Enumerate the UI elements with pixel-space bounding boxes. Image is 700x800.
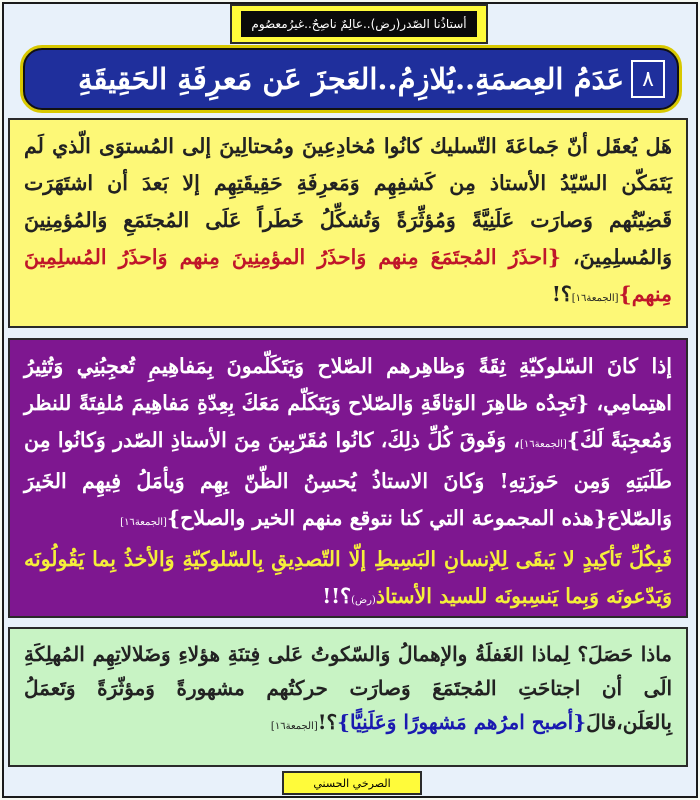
title-bar — [20, 45, 682, 113]
panel-reasoning-paragraph — [24, 348, 672, 619]
panel-question-end: ؟! — [551, 282, 572, 306]
panel-question-ref: [الجمعة١٦] — [571, 293, 619, 304]
header-banner — [230, 4, 488, 44]
panel-conclusion-end: ؟! — [317, 710, 338, 734]
panel-conclusion-text: ماذا حَصَلَ؟ لِماذا الغَفلَةُ والإهمالُ وَالسّكوتُ عَلى فِتنَةِ هؤلاءِ وَضَلالاتِهِم المُهلِكَةِ الَى أن اجتاحَتِ المُجتَمَعَ وَصارَت حركتُهم مشهورةً وَمؤثّرَةً وَتَعمَلُ بِالعَلَن،قالَ — [24, 642, 672, 734]
panel-conclusion-ref: [الجمعة١٦] — [270, 721, 318, 732]
page-title: عَدَمُ العِصمَةِ..يُلازِمُ..العَجزَ عَن مَعرِفَةِ الحَقِيقَةِ — [77, 62, 625, 96]
panel-reasoning-ref2: [الجمعة١٦] — [120, 517, 167, 528]
panel-reasoning-ref3: (رض) — [351, 595, 376, 606]
panel-reasoning-ref1: [الجمعة١٦] — [520, 439, 567, 450]
header-subtitle: أستاذُنا الصّدر(رض)..عالِمٌ ناصِحٌ..غيرُمعصُوم — [241, 11, 476, 37]
panel-reasoning-text1: إذا كانَ السّلوكيّةِ ثِقَةً وَظاهِرهم الصّلاح وَيَتَكَلّمونَ بِمَفاهِيمِ تُعجِبُنِي وَتُثِيرُ اهتِمامِي، {تَجِدُه ظاهِرَ الوَثاقَةِ وَالصّلاح وَيَتَكَلّم مَعَكَ بِعِدّةِ مَفاهِيمَ مُلفِتَةً للنظر وَمُعجِبَةً لَكَ} — [24, 354, 672, 452]
panel-reasoning-end: ؟!! — [322, 584, 352, 608]
panel-conclusion-paragraph — [24, 637, 672, 744]
article-number: ٨ — [631, 60, 665, 98]
panel-question-quote: {احذَرُ المُجتَمَعَ مِنهم وَاحذَرُ المؤمِنِينَ مِنهم وَاحذَرُ المُسلِمِينَ مِنهم} — [24, 245, 672, 306]
author-signature: الصرخي الحسني — [313, 776, 391, 790]
panel-reasoning — [8, 338, 688, 618]
panel-conclusion-quote: {أصبح امرُهم مَشهورًا وَعَلَنِيًّا} — [337, 710, 587, 734]
panel-conclusion — [8, 627, 688, 767]
panel-question-text: هَل يُعقَل أنّ جَماعَةَ التّسليك كانُوا مُخادِعِينَ ومُحتالِينَ إلى المُستوَى الّذي لَم يَتَمَكّن السّيّدُ الأستاذ مِن كَشفِهِم وَمَعرِفَةِ حَقِيقَتِهِم إلا بَعدَ أن اشتَهَرَت قَضِيّتُهم وَصارَت عَلَنِيَّةً وَمُؤثِّرَةً وَتُشكِّلُ خَطَراً عَلَى المُجتَمَعِ وَالمُؤمِنِينَ وَالمُسلِمِينَ، — [24, 134, 673, 269]
panel-question-paragraph — [24, 128, 672, 317]
panel-question — [8, 118, 688, 328]
signature-banner — [282, 771, 422, 795]
panel-reasoning-text3: فَبِكُلِّ تَأكِيدٍ لا يَبقَى لِلإنسانِ البَسِيطِ إلّا التّصدِيقِ بِالسّلوكيّةِ وَالأخذُ بِما يَقُولُونَه وَيَدّعونَه وَبِما يَنسِبونَه للسيد الأستاذ — [24, 547, 672, 608]
panel-reasoning-text2: ، وَفَوقَ كُلِّ ذلِكَ، كانُوا مُقَرّبِينَ مِنَ الأستاذِ الصّدر وَكانُوا مِن طَلَبَتِهِ وَمِن حَوزَتِهِ! وَكانَ الاستاذُ يُحسِنُ الظّنّ بِهِم وَيأمَلُ فِيهِم الخَيرَ وَالصّلاحَ{هذه المجموعة التي كنا نتوقع منهم الخير والصلاح} — [24, 428, 672, 530]
